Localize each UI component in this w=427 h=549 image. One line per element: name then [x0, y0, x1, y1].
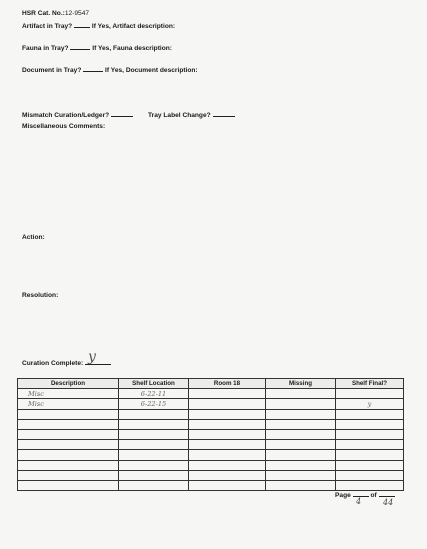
tray-label-line [148, 110, 235, 119]
shelf-final-cell [336, 389, 404, 399]
shelf-location-cell [119, 450, 189, 460]
table-row [18, 429, 404, 439]
description-cell [18, 480, 119, 490]
curation-complete-line [22, 358, 111, 367]
total-pages-handwritten: 44 [383, 498, 394, 507]
tray-label-question: Tray Label Change? [148, 112, 211, 119]
table-header-row [18, 379, 404, 389]
page-label: Page [335, 492, 351, 499]
mismatch-line [22, 110, 133, 119]
description-cell: Misc [18, 389, 119, 399]
shelf-location-cell [119, 460, 189, 470]
missing-cell [266, 419, 336, 429]
mismatch-question: Mismatch Curation/Ledger? [22, 112, 110, 119]
action-label: Action: [22, 234, 45, 241]
catalog-number-line [22, 10, 89, 17]
room-18-cell [189, 419, 266, 429]
room-18-cell [189, 440, 266, 450]
shelf-location-cell [119, 440, 189, 450]
table-row [18, 470, 404, 480]
description-cell [18, 440, 119, 450]
fauna-line [22, 43, 172, 52]
resolution-label: Resolution: [22, 292, 59, 299]
catalog-number-value: 12-9547 [64, 10, 90, 17]
missing-cell [266, 389, 336, 399]
table-row [18, 399, 404, 409]
artifact-question: Artifact in Tray? [22, 23, 73, 30]
page-number-handwritten: 4 [356, 497, 362, 506]
missing-cell [266, 470, 336, 480]
artifact-description-label: If Yes, Artifact description: [91, 23, 176, 30]
room-18-cell [189, 399, 266, 409]
shelf-final-cell [336, 429, 404, 439]
shelf-final-cell [336, 419, 404, 429]
misc-comments-label: Miscellaneous Comments: [22, 123, 106, 130]
shelf-location-cell [119, 470, 189, 480]
document-blank [83, 65, 103, 72]
room-18-cell [189, 409, 266, 419]
shelf-log-table [17, 378, 404, 491]
description-cell: Misc [18, 399, 119, 409]
description-cell [18, 409, 119, 419]
curation-complete-label: Curation Complete: [22, 360, 84, 367]
shelf-final-cell: y [336, 399, 404, 409]
document-description-label: If Yes, Document description: [105, 67, 198, 74]
shelf-location-cell: 6-22-15 [119, 399, 189, 409]
artifact-line [22, 21, 175, 30]
shelf-location-cell [119, 429, 189, 439]
fauna-question: Fauna in Tray? [22, 45, 69, 52]
description-cell [18, 450, 119, 460]
column-header-description: Description [18, 379, 119, 389]
table-row [18, 440, 404, 450]
shelf-final-cell [336, 470, 404, 480]
mismatch-blank [111, 110, 133, 117]
missing-cell [266, 460, 336, 470]
column-header-missing: Missing [266, 379, 336, 389]
column-header-shelf-location: Shelf Location [119, 379, 189, 389]
missing-cell [266, 440, 336, 450]
column-header-room-18: Room 18 [189, 379, 266, 389]
missing-cell [266, 399, 336, 409]
catalog-number-label: HSR Cat. No.: [22, 10, 65, 17]
tray-label-blank [213, 110, 235, 117]
table-row [18, 460, 404, 470]
page-blank [353, 490, 369, 497]
fauna-description-label: If Yes, Fauna description: [92, 45, 172, 52]
room-18-cell [189, 480, 266, 490]
missing-cell [266, 429, 336, 439]
artifact-blank [74, 21, 90, 28]
description-cell [18, 460, 119, 470]
shelf-location-cell [119, 419, 189, 429]
shelf-location-cell [119, 409, 189, 419]
room-18-cell [189, 429, 266, 439]
room-18-cell [189, 450, 266, 460]
shelf-location-cell [119, 480, 189, 490]
table-row [18, 450, 404, 460]
missing-cell [266, 450, 336, 460]
table-row [18, 389, 404, 399]
fauna-blank [70, 43, 90, 50]
room-18-cell [189, 460, 266, 470]
of-label: of [370, 492, 377, 499]
table-row [18, 409, 404, 419]
curation-complete-handwritten: y [88, 349, 96, 365]
shelf-final-cell [336, 440, 404, 450]
shelf-final-cell [336, 460, 404, 470]
table-row [18, 419, 404, 429]
shelf-location-cell: 6-22-11 [119, 389, 189, 399]
shelf-final-cell [336, 409, 404, 419]
column-header-shelf-final: Shelf Final? [336, 379, 404, 389]
description-cell [18, 419, 119, 429]
missing-cell [266, 409, 336, 419]
missing-cell [266, 480, 336, 490]
document-question: Document in Tray? [22, 67, 82, 74]
room-18-cell [189, 389, 266, 399]
shelf-final-cell [336, 450, 404, 460]
room-18-cell [189, 470, 266, 480]
description-cell [18, 429, 119, 439]
document-line [22, 65, 198, 74]
total-blank [379, 490, 395, 497]
description-cell [18, 470, 119, 480]
